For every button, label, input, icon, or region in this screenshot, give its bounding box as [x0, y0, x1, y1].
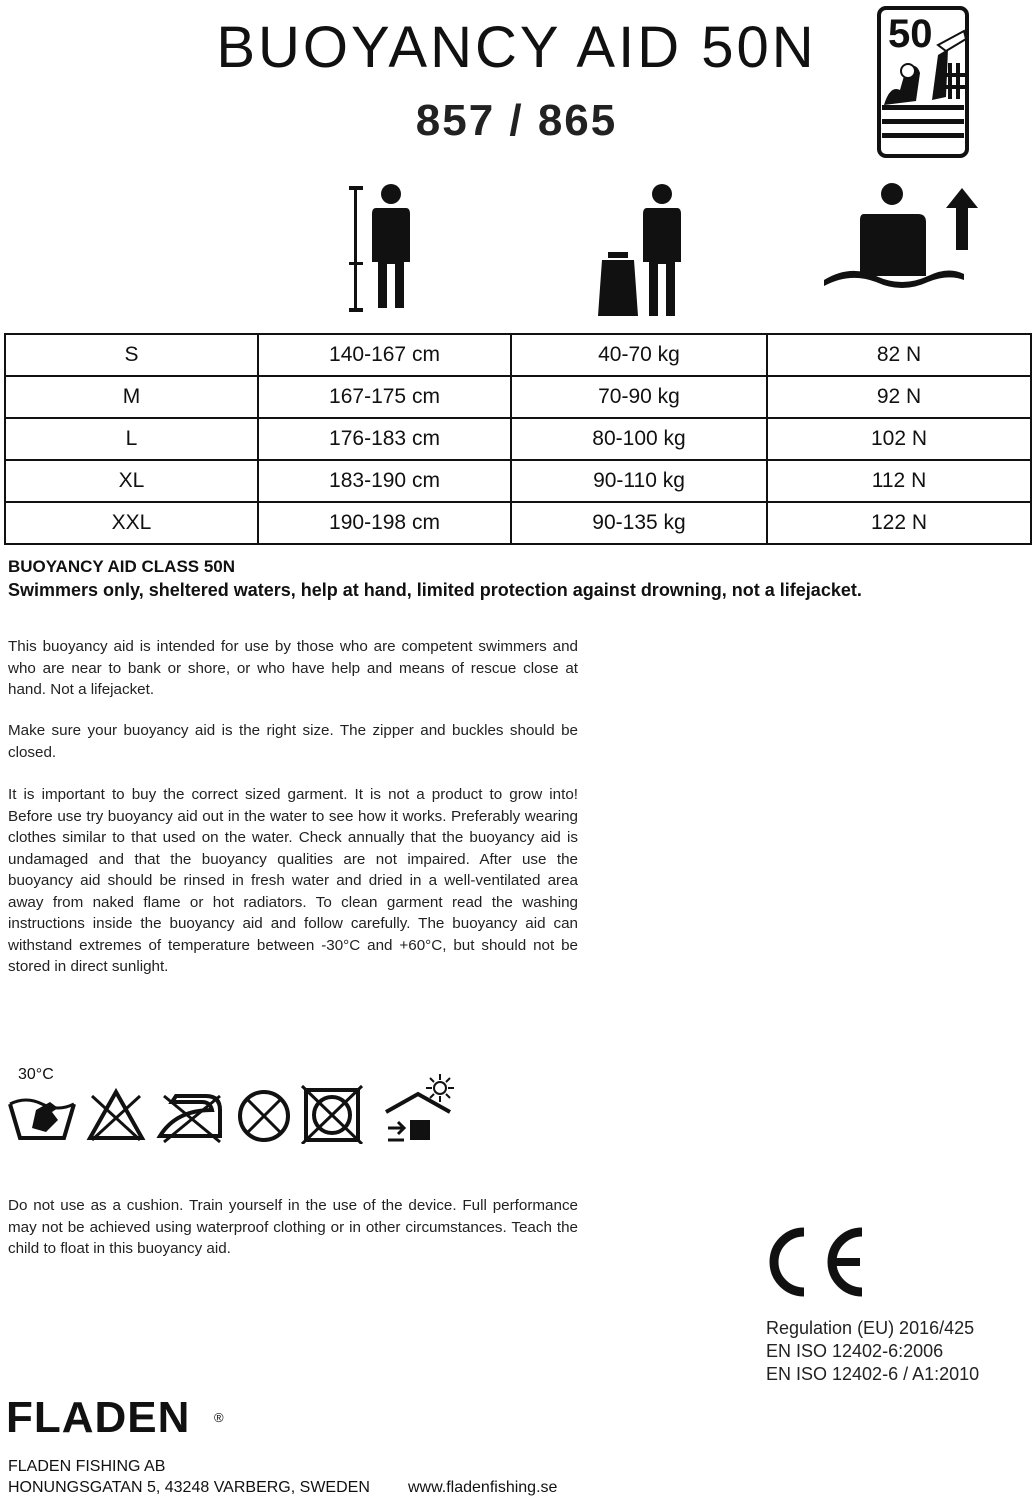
buoyancy-cell: 92 N: [767, 376, 1031, 418]
buoyancy-cell: 122 N: [767, 502, 1031, 544]
weight-person-icon: [594, 180, 694, 320]
table-row: [5, 502, 1031, 544]
size-cell: XXL: [5, 502, 258, 544]
table-row: [5, 334, 1031, 376]
class-subheading: Swimmers only, sheltered waters, help at hand, limited protection against drowning, not a lifejacket.: [8, 580, 862, 600]
height-cell: 140-167 cm: [258, 334, 511, 376]
buoyancy-class-50-icon: [876, 5, 970, 159]
weight-cell: 40-70 kg: [511, 334, 767, 376]
company-name: FLADEN FISHING AB: [8, 1458, 166, 1475]
company-address: HONUNGSGATAN 5, 43248 VARBERG, SWEDEN: [8, 1479, 370, 1496]
height-person-icon: [340, 180, 420, 320]
care-symbols: [6, 1072, 466, 1144]
size-table: [4, 333, 1032, 545]
height-cell: 183-190 cm: [258, 460, 511, 502]
no-iron-icon: [160, 1096, 220, 1142]
regulation-line: Regulation (EU) 2016/425: [766, 1318, 975, 1338]
class-logo-number: 50: [888, 12, 933, 56]
store-out-of-sun-icon: [386, 1074, 454, 1140]
size-cell: XL: [5, 460, 258, 502]
usage-paragraph: This buoyancy aid is intended for use by those who are competent swimmers and who are near to bank or shore, or who have help and means of rescue close at hand. Not a lifejacket.: [8, 638, 578, 698]
registered-mark: ®: [214, 1410, 224, 1425]
buoyancy-cell: 112 N: [767, 460, 1031, 502]
size-cell: M: [5, 376, 258, 418]
height-cell: 167-175 cm: [258, 376, 511, 418]
no-bleach-icon: [90, 1092, 142, 1140]
page-title: BUOYANCY AID 50N: [216, 15, 817, 80]
no-dry-clean-icon: [240, 1092, 288, 1140]
buoyancy-cell: 102 N: [767, 418, 1031, 460]
standard-amendment-line: EN ISO 12402-6 / A1:2010: [766, 1364, 980, 1384]
weight-cell: 70-90 kg: [511, 376, 767, 418]
table-row: [5, 376, 1031, 418]
weight-cell: 90-110 kg: [511, 460, 767, 502]
standard-line: EN ISO 12402-6:2006: [766, 1341, 944, 1361]
brand-logo: FLADEN: [6, 1393, 191, 1442]
size-paragraph: Make sure your buoyancy aid is the right size. The zipper and buckles should be closed.: [8, 722, 578, 761]
model-number: 857 / 865: [415, 96, 618, 145]
swimmer-buoyancy-icon: [820, 180, 980, 320]
weight-cell: 90-135 kg: [511, 502, 767, 544]
wash-temperature: 30°C: [18, 1066, 54, 1083]
care-paragraph: It is important to buy the correct sized garment. It is not a product to grow into! Before use try buoyancy aid out in the water to see how it works. Preferably wearing clothes similar to that used on the water. Check annually that the buoyancy aid is undamaged and that the buoyancy qualities are not impaired. After use the buoyancy aid should be rinsed in fresh water and dried in a well-ventilated area away from naked flame or hot radiators. To clean garment read the washing instructions inside the buoyancy aid and follow carefully. The buoyancy aid can withstand extremes of temperature between -30°C and +60°C, but should not be stored in direct sunlight.: [8, 786, 578, 975]
class-heading: BUOYANCY AID CLASS 50N: [8, 557, 236, 576]
size-cell: L: [5, 418, 258, 460]
table-row: [5, 418, 1031, 460]
buoyancy-cell: 82 N: [767, 334, 1031, 376]
size-cell: S: [5, 334, 258, 376]
weight-cell: 80-100 kg: [511, 418, 767, 460]
website-link[interactable]: www.fladenfishing.se: [408, 1479, 558, 1496]
ce-mark-icon: [762, 1222, 872, 1302]
no-tumble-dry-icon: [302, 1086, 362, 1144]
warning-paragraph: Do not use as a cushion. Train yourself in the use of the device. Full performance may not be achieved using waterproof clothing or in other circumstances. Teach the child to float in this buoyancy aid.: [8, 1197, 578, 1257]
height-cell: 190-198 cm: [258, 502, 511, 544]
height-cell: 176-183 cm: [258, 418, 511, 460]
table-row: [5, 460, 1031, 502]
hand-wash-icon: [10, 1100, 74, 1138]
